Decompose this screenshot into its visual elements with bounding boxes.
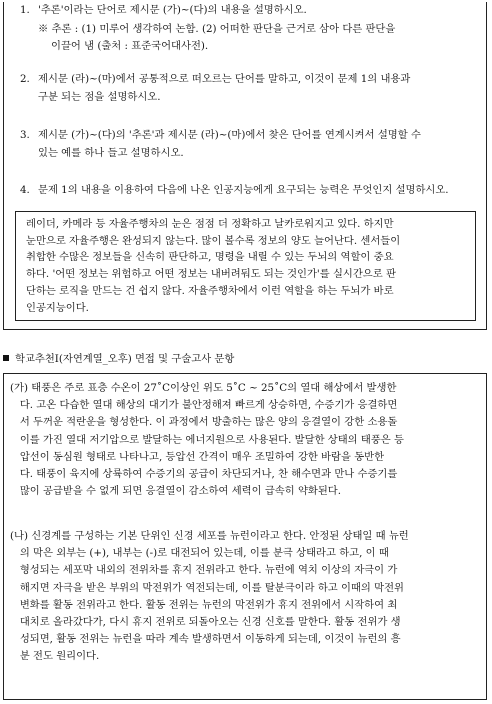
question-3-line-2: 있는 예를 하나 들고 설명하시오.	[38, 147, 184, 159]
paragraph-line: 성되면, 활동 전위는 뉴런을 따라 계속 발생하면서 이동하게 되는데, 이것이 뉴런의 흥	[10, 633, 401, 646]
square-bullet-icon	[3, 355, 9, 361]
paragraph-line: 분 전도 원리이다.	[10, 650, 100, 663]
paragraph-line: 형성되는 세포막 내외의 전위차를 휴지 전위라고 한다. 뉴런에 역치 이상의 자극이 가	[10, 564, 398, 577]
paragraph-line: 다. 고온 다습한 열대 해상의 대기가 불안정해져 빠르게 상승하면, 수증기가 응결하면	[10, 399, 398, 412]
ai-passage-box	[15, 211, 476, 321]
question-number: 2.	[20, 73, 30, 85]
question-3	[20, 128, 421, 143]
section-title-text: 학교추천Ⅰ(자연계열_오후) 면접 및 구술고사 문항	[15, 353, 235, 365]
passage-line: 취합한 수많은 정보들을 신속히 판단하고, 명령을 내릴 수 있는 두뇌의 역할이 중요	[26, 251, 394, 264]
paragraph-line: 다. 태풍이 육지에 상륙하여 수증기의 공급이 차단되거나, 찬 해수면과 만나 수증기를	[10, 468, 398, 481]
question-text: '추론'이라는 단어로 제시문 (가)~(다)의 내용을 설명하시오.	[38, 4, 307, 16]
section-title	[3, 352, 234, 366]
question-number: 4.	[20, 184, 30, 196]
question-4	[20, 183, 449, 198]
question-2-line-2: 구분 되는 점을 설명하시오.	[38, 91, 161, 103]
passage-line: 하다. '어떤 정보는 위험하고 어떤 정보는 내버려둬도 되는 것인가'를 실시간으로 판	[26, 268, 396, 281]
passage-line: 눈만으로 자율주행은 완성되지 않는다. 많이 볼수록 정보의 양도 늘어난다. 센서들이	[26, 234, 401, 247]
question-text: 제시문 (가)~(다)의 '추론'과 제시문 (라)~(마)에서 찾은 단어를 연계시켜서 설명할 수	[38, 129, 421, 141]
passage-line: 단하는 로직을 만드는 건 쉽지 않다. 자율주행차에서 이런 역할을 하는 두뇌가 바로	[26, 284, 394, 297]
paragraph-line: 변화를 활동 전위라고 한다. 활동 전위는 뉴런의 막전위가 휴지 전위에서 시작하여 최	[10, 598, 398, 611]
paragraph-line: 의 막은 외부는 (+), 내부는 (-)로 대전되어 있는데, 이를 분극 상태라고 하고, 이 때	[10, 547, 389, 560]
question-text: 제시문 (라)~(마)에서 공통적으로 떠오르는 단어를 말하고, 이것이 문제 1의 내용과	[38, 73, 411, 85]
question-1-note-line-1: ※ 추론 : (1) 미루어 생각하여 논함. (2) 어떠한 판단을 근거로 삼아 다른 판단을	[38, 23, 396, 35]
paragraph-na	[10, 528, 409, 666]
question-text: 문제 1의 내용을 이용하여 다음에 나온 인공지능에게 요구되는 능력은 무엇인지 설명하시오.	[38, 184, 449, 196]
question-2	[20, 72, 410, 87]
paragraph-ga	[10, 380, 404, 500]
question-1	[20, 3, 307, 18]
passage-frame	[3, 373, 487, 700]
paragraph-line: (가) 태풍은 주로 표층 수온이 27˚C이상인 위도 5˚C ~ 25˚C의 열대 해상에서 발생한	[10, 382, 397, 394]
question-1-note-line-2: 이끌어 냄 (출처 : 표준국어대사전).	[51, 40, 209, 52]
paragraph-line: 대치로 올라갔다가, 다시 휴지 전위로 되돌아오는 신경 신호를 말한다. 활동 전위가 생	[10, 616, 401, 629]
paragraph-line: 서 두꺼운 적란운을 형성한다. 이 과정에서 방출하는 많은 양의 응결열이 강한 소용돌	[10, 416, 398, 429]
paragraph-line: 압선이 동심원 형태로 나타나고, 등압선 간격이 매우 조밀하여 강한 바람을 동반한	[10, 450, 385, 463]
paragraph-line: (나) 신경계를 구성하는 기본 단위인 신경 세포를 뉴런이라고 한다. 안정된 상태일 때 뉴런	[10, 530, 409, 542]
paragraph-line: 많이 공급받을 수 없게 되면 응결열이 감소하여 세력이 급속히 약화된다.	[10, 485, 342, 498]
question-number: 3.	[20, 129, 30, 141]
paragraph-line: 이를 가진 열대 저기압으로 발달하는 에너지원으로 사용된다. 발달한 상태의 태풍은 등	[10, 433, 404, 446]
paragraph-line: 해지면 자극을 받은 부위의 막전위가 역전되는데, 이를 탈분극이라 하고 이때의 막전위	[10, 581, 404, 594]
passage-line: 인공지능이다.	[26, 301, 89, 314]
question-number: 1.	[20, 4, 30, 16]
passage-line: 레이더, 카메라 등 자율주행차의 눈은 점점 더 정확하고 날카로워지고 있다. 하지만	[26, 218, 394, 230]
